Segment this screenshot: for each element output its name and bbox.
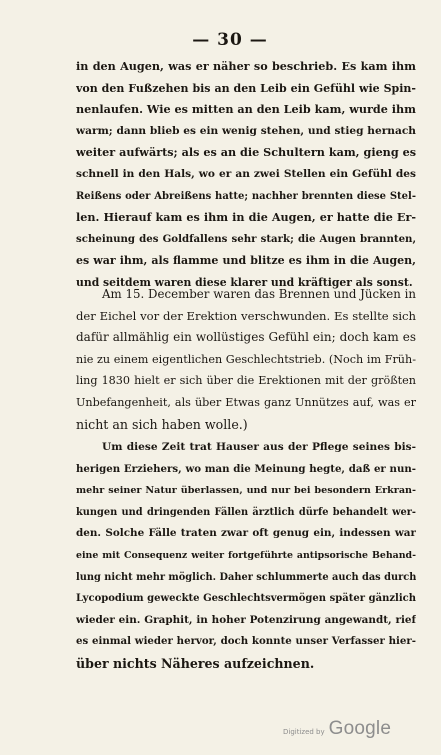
text-line: Am 15. December waren das Brennen und Jücken in (102, 287, 416, 301)
text-line: über nichts Näheres aufzeichnen. (76, 655, 315, 671)
paragraph-2 (76, 284, 416, 435)
text-line: nie zu einem eigentlichen Geschlechtstrieb. (Noch im Früh- (76, 352, 416, 366)
paragraph-1 (76, 56, 416, 294)
text-line: warm; dann blieb es ein wenig stehen, und stieg hernach (76, 124, 416, 137)
text-line: weiter aufwärts; als es an die Schultern kam, gieng es (76, 145, 416, 160)
text-line: herigen Erziehers, wo man die Meinung hegte, daß er nun- (76, 462, 416, 475)
paragraph-3 (76, 437, 416, 675)
text-line: es einmal wieder hervor, doch konnte unser Verfasser hier- (76, 635, 416, 648)
text-line: kungen und dringenden Fällen ärztlich dürfe behandelt wer- (76, 506, 416, 518)
text-line: len. Hierauf kam es ihm in die Augen, er hatte die Er- (76, 210, 416, 225)
google-logo: Google (328, 718, 392, 739)
watermark-prefix: Digitized by (283, 728, 325, 736)
text-line: und seitdem waren diese klarer und kräftiger als sonst. (76, 275, 413, 289)
digitized-watermark (283, 718, 391, 740)
text-line: Um diese Zeit trat Hauser aus der Pflege seines bis- (102, 441, 416, 453)
text-line: in den Augen, was er näher so beschrieb. Es kam ihm (76, 59, 416, 73)
text-line: nenlaufen. Wie es mitten an den Leib kam, wurde ihm (76, 102, 416, 117)
text-line: Reißens oder Abreißens hatte; nachher brennten diese Stel- (76, 190, 416, 202)
text-line: scheinung des Goldfallens sehr stark; die Augen brannten, (76, 232, 416, 245)
text-line: den. Solche Fälle traten zwar oft genug ein, indessen war (76, 527, 416, 540)
text-line: mehr seiner Natur überlassen, und nur bei besondern Erkran- (76, 485, 416, 497)
text-line: wieder ein. Graphit, in hoher Potenzirung angewandt, rief (76, 613, 416, 626)
text-line: der Eichel vor der Erektion verschwunden. Es stellte sich (76, 308, 416, 323)
page-number: — 30 — (192, 30, 268, 50)
text-line: es war ihm, als flamme und blitze es ihm in die Augen, (76, 254, 416, 268)
text-line: von den Fußzehen bis an den Leib ein Gefühl wie Spin- (76, 81, 416, 95)
text-line: Unbefangenheit, als über Etwas ganz Unnützes auf, was er (76, 395, 416, 409)
text-line: nicht an sich haben wolle.) (76, 416, 248, 432)
text-line: schnell in den Hals, wo er an zwei Stellen ein Gefühl des (76, 167, 416, 180)
text-line: eine mit Consequenz weiter fortgeführte antipsorische Behand- (76, 549, 416, 561)
text-line: lung nicht mehr möglich. Daher schlummerte auch das durch (76, 571, 416, 583)
text-line: ling 1830 hielt er sich über die Erektionen mit der größten (76, 374, 416, 388)
text-line: dafür allmählig ein wollüstiges Gefühl ein; doch kam es (76, 330, 416, 345)
text-line: Lycopodium geweckte Geschlechtsvermögen später gänzlich (76, 593, 416, 605)
